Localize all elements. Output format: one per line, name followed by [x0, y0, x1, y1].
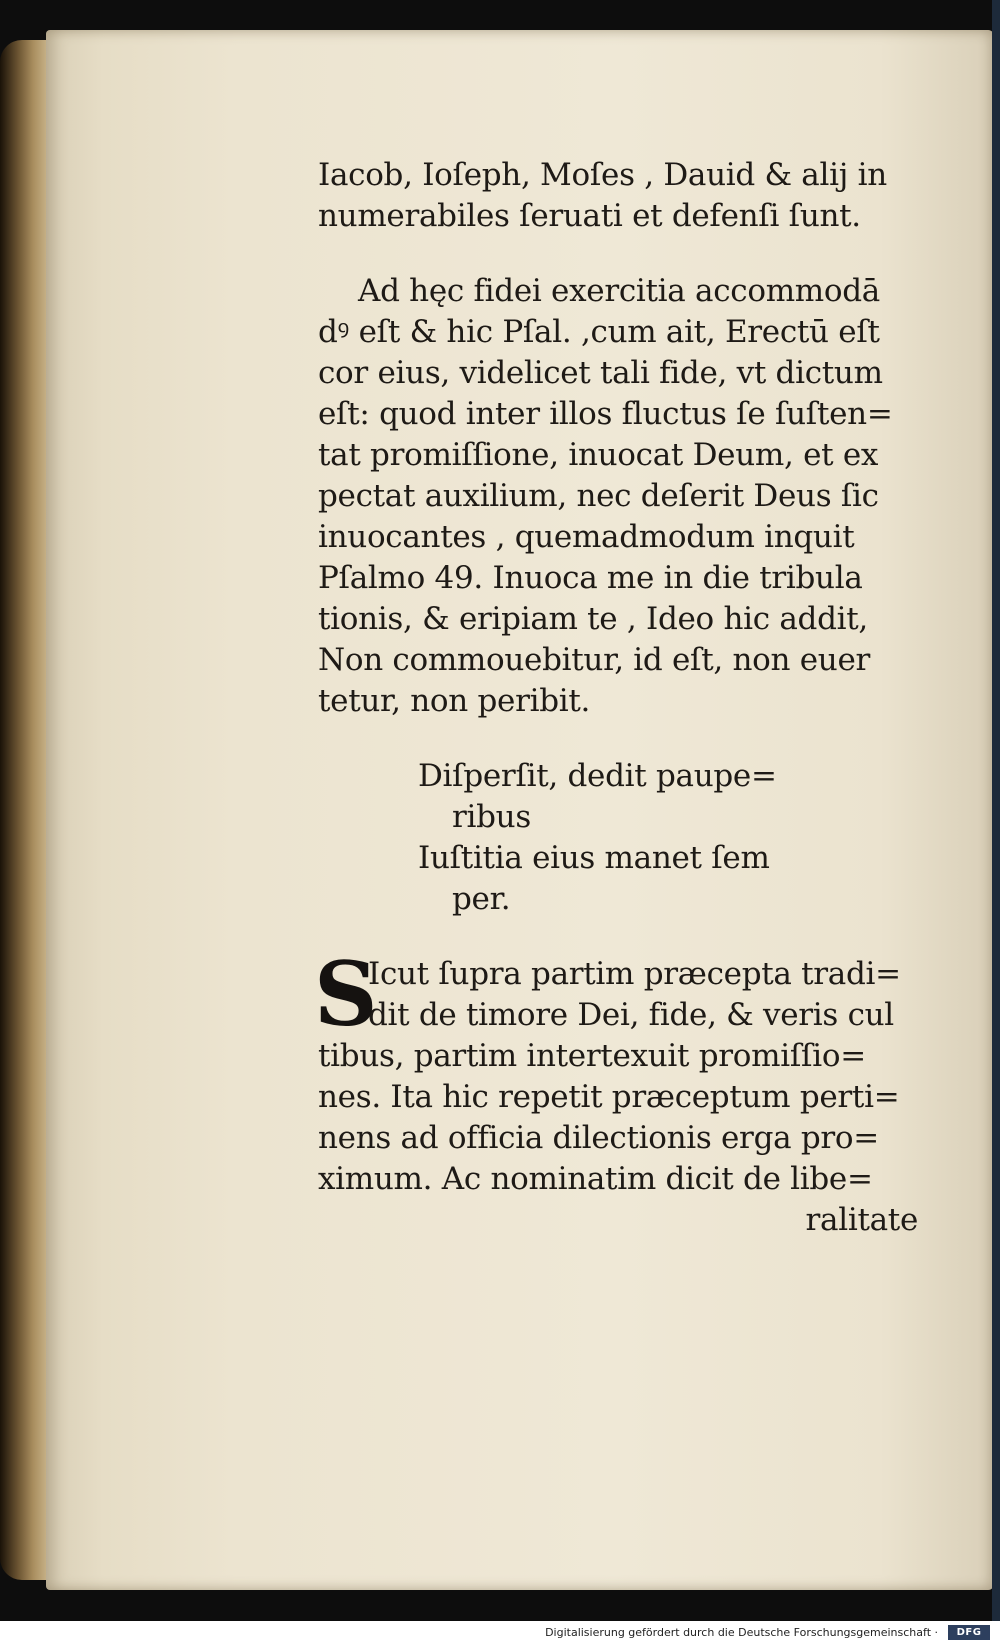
- text-line: Iacob, Ioſeph, Moſes , Dauid & alij in: [318, 157, 887, 193]
- text-line: dꝰ eſt & hic Pſal. ,cum ait, Erectū eſt: [318, 314, 880, 350]
- text-line: pectat auxilium, nec deſerit Deus ſic: [318, 478, 879, 514]
- verse-line: per.: [452, 881, 511, 917]
- paragraph-3: [314, 942, 928, 1241]
- text-line: tionis, & eripiam te , Ideo hic addit,: [318, 601, 868, 637]
- text-line: nens ad officia dilectionis erga pro=: [318, 1120, 879, 1156]
- verse-line: ribus: [452, 799, 531, 835]
- verse-line: Diſperſit, dedit paupe=: [418, 758, 777, 794]
- drop-cap: S: [314, 942, 378, 1046]
- verse-block: [418, 756, 928, 920]
- right-border: [992, 0, 1000, 1643]
- text-line: Icut ſupra partim præcepta tradi=: [368, 956, 901, 992]
- text-line: tibus, partim intertexuit promiſſio=: [318, 1038, 866, 1074]
- text-line: tat promiſſione, inuocat Deum, et ex: [318, 437, 879, 473]
- footer-bar: [0, 1621, 1000, 1643]
- text-line: tetur, non peribit.: [318, 683, 591, 719]
- text-line: Pſalmo 49. Inuoca me in die tribula: [318, 560, 863, 596]
- text-line: ximum. Ac nominatim dicit de libe=: [318, 1161, 873, 1197]
- text-line: numerabiles ſeruati et defenſi ſunt.: [318, 198, 861, 234]
- text-line: cor eius, videlicet tali fide, vt dictum: [318, 355, 883, 391]
- paragraph-1: [318, 155, 928, 237]
- footer-credit: Digitalisierung gefördert durch die Deutsche Forschungsgemeinschaft ·: [545, 1626, 938, 1639]
- text-line: nes. Ita hic repetit præceptum perti=: [318, 1079, 900, 1115]
- page-text: [314, 155, 928, 1241]
- verse-line: Iuſtitia eius manet ſem: [418, 840, 770, 876]
- catchword: ralitate: [805, 1202, 918, 1238]
- text-line: eſt: quod inter illos fluctus ſe ſuſten=: [318, 396, 893, 432]
- text-line: Non commouebitur, id eſt, non euer: [318, 642, 871, 678]
- text-line: dit de timore Dei, fide, & veris cul: [368, 997, 894, 1033]
- dfg-logo-icon: DFG: [948, 1625, 990, 1640]
- paragraph-2: [318, 271, 928, 722]
- text-line: Ad hęc fidei exercitia accommodā: [358, 273, 880, 309]
- text-line: inuocantes , quemadmodum inquit: [318, 519, 855, 555]
